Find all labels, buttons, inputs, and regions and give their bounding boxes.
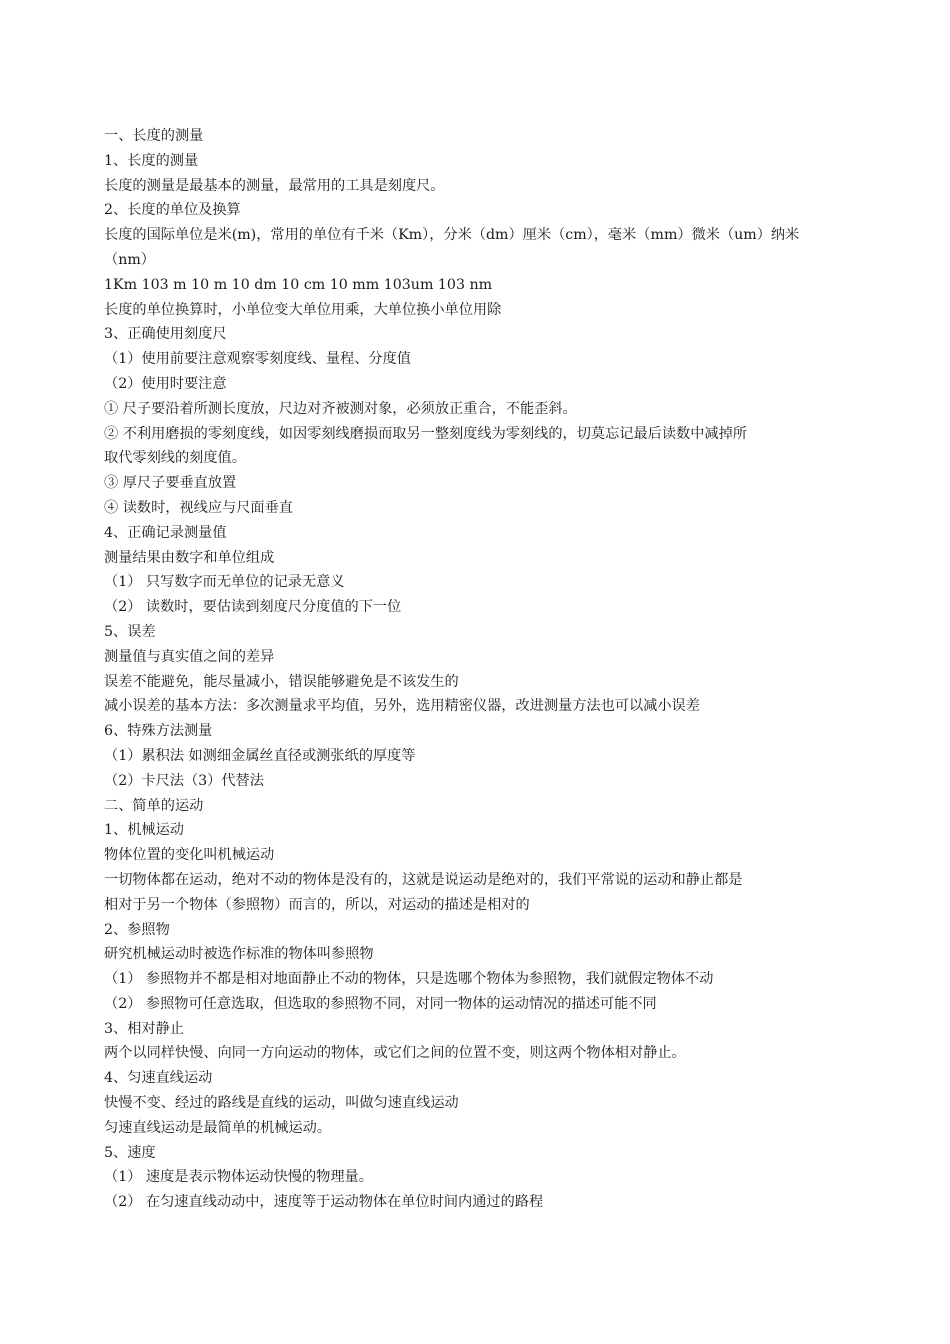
subheading-length-measurement: 1、长度的测量 bbox=[104, 152, 199, 169]
subheading-units-conversion: 2、长度的单位及换算 bbox=[104, 202, 241, 219]
text-line: 长度的单位换算时，小单位变大单位用乘，大单位换小单位用除 bbox=[104, 301, 502, 318]
subheading-error: 5、误差 bbox=[104, 623, 156, 640]
document-body bbox=[104, 124, 864, 1215]
subheading-relative-rest: 3、相对静止 bbox=[104, 1020, 184, 1037]
list-item: （2）使用时要注意 bbox=[104, 375, 227, 392]
text-line: 快慢不变、经过的路线是直线的运动，叫做匀速直线运动 bbox=[104, 1095, 459, 1112]
subheading-ruler-usage: 3、正确使用刻度尺 bbox=[104, 326, 227, 343]
section-heading-simple-motion: 二、简单的运动 bbox=[104, 797, 204, 814]
text-line: 相对于另一个物体（参照物）而言的，所以，对运动的描述是相对的 bbox=[104, 896, 530, 913]
text-line: 测量值与真实值之间的差异 bbox=[104, 648, 275, 665]
text-line: 长度的国际单位是米(m)，常用的单位有千米（Km），分米（dm）厘米（cm），毫米（mm）微米（um）纳米 bbox=[104, 227, 800, 244]
section-heading-length-measurement: 一、长度的测量 bbox=[104, 128, 204, 144]
list-item: （1） 只写数字而无单位的记录无意义 bbox=[104, 574, 345, 591]
subheading-mechanical-motion: 1、机械运动 bbox=[104, 822, 184, 839]
text-line: 减小误差的基本方法：多次测量求平均值，另外，选用精密仪器，改进测量方法也可以减小误差 bbox=[104, 698, 700, 715]
text-line: 取代零刻线的刻度值。 bbox=[104, 450, 246, 467]
text-line: 长度的测量是最基本的测量，最常用的工具是刻度尺。 bbox=[104, 177, 445, 194]
text-line: 两个以同样快慢、向同一方向运动的物体，或它们之间的位置不变，则这两个物体相对静止。 bbox=[104, 1045, 686, 1062]
text-line: 研究机械运动时被选作标准的物体叫参照物 bbox=[104, 946, 374, 963]
subheading-special-methods: 6、特殊方法测量 bbox=[104, 723, 213, 740]
text-line: （nm） bbox=[104, 251, 155, 268]
subheading-reference-object: 2、参照物 bbox=[104, 921, 170, 938]
list-item: （1） 速度是表示物体运动快慢的物理量。 bbox=[104, 1169, 373, 1186]
list-item: （2）卡尺法（3）代替法 bbox=[104, 772, 264, 789]
text-line: 一切物体都在运动，绝对不动的物体是没有的，这就是说运动是绝对的，我们平常说的运动和静止都是 bbox=[104, 871, 743, 888]
list-item: （1）累积法 如测细金属丝直径或测张纸的厚度等 bbox=[104, 747, 416, 764]
text-line: 匀速直线运动是最简单的机械运动。 bbox=[104, 1119, 332, 1136]
list-item: （1） 参照物并不都是相对地面静止不动的物体，只是选哪个物体为参照物，我们就假定物体不动 bbox=[104, 971, 714, 988]
list-item: ③ 厚尺子要垂直放置 bbox=[104, 475, 237, 492]
subheading-record-values: 4、正确记录测量值 bbox=[104, 524, 227, 541]
list-item: （2） 读数时，要估读到刻度尺分度值的下一位 bbox=[104, 599, 402, 616]
unit-conversion-chain: 1Km 103 m 10 m 10 dm 10 cm 10 mm 103um 103 nm bbox=[104, 276, 493, 293]
list-item: ② 不利用磨损的零刻度线，如因零刻线磨损而取另一整刻度线为零刻线的，切莫忘记最后读数中减掉所 bbox=[104, 425, 747, 442]
text-line: 测量结果由数字和单位组成 bbox=[104, 549, 275, 566]
list-item: （2） 在匀速直线动动中，速度等于运动物体在单位时间内通过的路程 bbox=[104, 1194, 544, 1211]
list-item: ④ 读数时，视线应与尺面垂直 bbox=[104, 499, 293, 516]
text-line: 误差不能避免，能尽量减小，错误能够避免是不该发生的 bbox=[104, 673, 459, 690]
text-line: 物体位置的变化叫机械运动 bbox=[104, 847, 275, 864]
list-item: （1）使用前要注意观察零刻度线、量程、分度值 bbox=[104, 351, 411, 368]
list-item: （2） 参照物可任意选取，但选取的参照物不同，对同一物体的运动情况的描述可能不同 bbox=[104, 995, 657, 1012]
subheading-speed: 5、速度 bbox=[104, 1144, 156, 1161]
subheading-uniform-linear-motion: 4、匀速直线运动 bbox=[104, 1070, 213, 1087]
list-item: ① 尺子要沿着所测长度放，尺边对齐被测对象，必须放正重合，不能歪斜。 bbox=[104, 400, 577, 417]
